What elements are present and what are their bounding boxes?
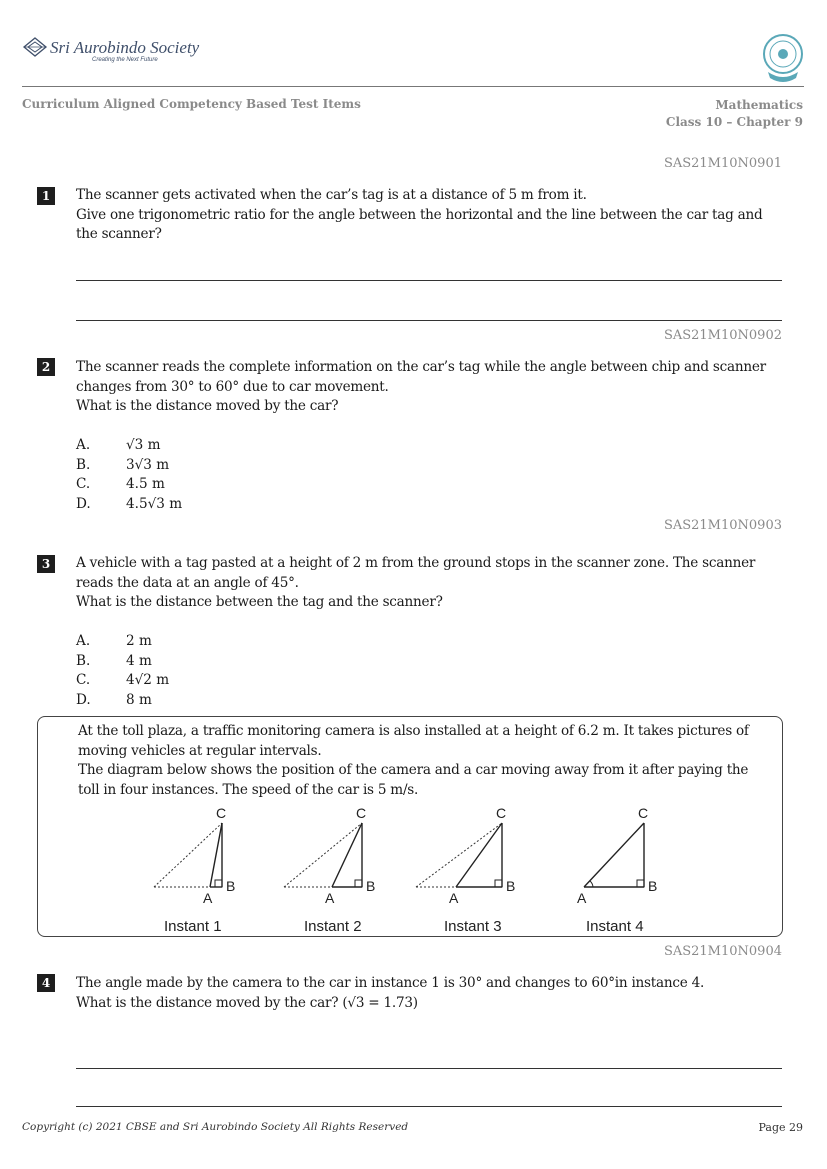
- answer-line[interactable]: [76, 280, 782, 281]
- question-line: Give one trigonometric ratio for the angle between the horizontal and the line between the car tag and the scanner?: [76, 206, 763, 242]
- option-text: 4 m: [126, 652, 152, 669]
- copyright-text: Copyright (c) 2021 CBSE and Sri Aurobindo Society All Rights Reserved: [22, 1121, 409, 1133]
- options-list: [76, 632, 169, 710]
- question-text: [76, 186, 783, 245]
- options-list: [76, 436, 182, 514]
- option-b[interactable]: [76, 456, 182, 476]
- context-line: At the toll plaza, a traffic monitoring camera is also installed at a height of 6.2 m. It takes pictures of moving vehicles at regular intervals.: [78, 723, 749, 759]
- org-name: Sri Aurobindo Society: [50, 38, 200, 57]
- vertex-label-c: C: [356, 805, 367, 821]
- option-text: √3 m: [126, 437, 161, 453]
- question-number: 3: [37, 555, 55, 573]
- instant-label: Instant 2: [304, 918, 362, 935]
- org-tagline: Creating the Next Future: [92, 57, 158, 63]
- option-label: A.: [76, 437, 91, 453]
- question-number: 1: [37, 187, 55, 205]
- page-number: Page 29: [758, 1121, 803, 1134]
- question-code: SAS21M10N0901: [663, 156, 782, 171]
- option-text: 8 m: [126, 691, 152, 708]
- cbse-seal-icon: [760, 32, 806, 84]
- question-line: The angle made by the camera to the car in instance 1 is 30° and changes to 60°in instance 4.: [76, 975, 705, 991]
- instant-label: Instant 4: [586, 918, 644, 935]
- vertex-label-c: C: [496, 805, 507, 821]
- option-label: B.: [76, 456, 91, 473]
- vertex-label-b: B: [648, 878, 658, 894]
- option-label: C.: [76, 672, 91, 688]
- angle-arc: [590, 881, 593, 887]
- context-text: [78, 722, 768, 800]
- option-text: 4.5√3 m: [126, 495, 183, 512]
- header-divider: [22, 86, 804, 87]
- question-code: SAS21M10N0902: [663, 328, 782, 343]
- option-label: D.: [76, 691, 91, 708]
- question-line: The scanner gets activated when the car’s tag is at a distance of 5 m from it.: [76, 187, 587, 203]
- document-title: Curriculum Aligned Competency Based Test Items: [22, 97, 361, 111]
- vertex-label-b: B: [506, 878, 516, 894]
- sightline: [456, 823, 502, 887]
- org-emblem-icon: [22, 36, 48, 58]
- question-number: 4: [37, 974, 55, 992]
- option-a[interactable]: [76, 436, 182, 456]
- question-code: SAS21M10N0903: [663, 518, 782, 533]
- right-angle-mark: [355, 880, 362, 887]
- sightline: [332, 823, 362, 887]
- option-a[interactable]: [76, 632, 169, 652]
- dotted-sightline: [416, 823, 502, 887]
- question-text: [76, 974, 783, 1013]
- question-number: 2: [37, 358, 55, 376]
- cbse-seal: [760, 32, 806, 84]
- option-d[interactable]: [76, 691, 169, 711]
- option-c[interactable]: [76, 671, 169, 691]
- right-angle-mark: [215, 880, 222, 887]
- answer-line[interactable]: [76, 1068, 782, 1069]
- option-text: 2 m: [126, 633, 152, 649]
- right-angle-mark: [637, 880, 644, 887]
- vertex-label-c: C: [216, 805, 227, 821]
- context-line: The diagram below shows the position of the camera and a car moving away from it after paying the toll in four instances. The speed of the car is 5 m/s.: [78, 762, 749, 798]
- sightline: [584, 823, 644, 887]
- vertex-label-a: A: [325, 890, 335, 906]
- question-line: A vehicle with a tag pasted at a height of 2 m from the ground stops in the scanner zone. The scanner reads the data at an angle of 45°.: [76, 555, 756, 591]
- question-code: SAS21M10N0904: [663, 944, 782, 959]
- vertex-label-b: B: [226, 878, 236, 894]
- option-text: 4√2 m: [126, 672, 170, 688]
- option-label: C.: [76, 476, 91, 492]
- question-line: The scanner reads the complete information on the car’s tag while the angle between chip and scanner changes from 30° to 60° due to car movement.: [76, 359, 766, 395]
- vertex-label-b: B: [366, 878, 376, 894]
- vertex-label-a: A: [449, 890, 459, 906]
- vertex-label-c: C: [638, 805, 649, 821]
- option-label: B.: [76, 652, 91, 669]
- option-text: 4.5 m: [126, 476, 165, 492]
- option-text: 3√3 m: [126, 456, 170, 473]
- subject-info: [666, 97, 803, 131]
- option-b[interactable]: [76, 652, 169, 672]
- camera-car-diagram: [150, 805, 670, 935]
- subject-label: Mathematics: [715, 98, 803, 112]
- question-text: [76, 358, 783, 417]
- dotted-sightline: [284, 823, 362, 887]
- right-angle-mark: [495, 880, 502, 887]
- option-d[interactable]: [76, 495, 182, 515]
- answer-line[interactable]: [76, 1106, 782, 1107]
- question-line: What is the distance moved by the car?: [76, 398, 339, 414]
- option-label: A.: [76, 633, 91, 649]
- question-line: What is the distance between the tag and the scanner?: [76, 594, 443, 610]
- vertex-label-a: A: [577, 890, 587, 906]
- question-text: [76, 554, 783, 613]
- class-chapter-label: Class 10 – Chapter 9: [665, 115, 803, 129]
- instant-label: Instant 3: [444, 918, 502, 935]
- question-line: What is the distance moved by the car? (√3 = 1.73): [76, 994, 418, 1011]
- answer-line[interactable]: [76, 320, 782, 321]
- option-label: D.: [76, 495, 91, 512]
- vertex-label-a: A: [203, 890, 213, 906]
- option-c[interactable]: [76, 475, 182, 495]
- instant-label: Instant 1: [164, 918, 222, 935]
- sightline: [210, 823, 222, 887]
